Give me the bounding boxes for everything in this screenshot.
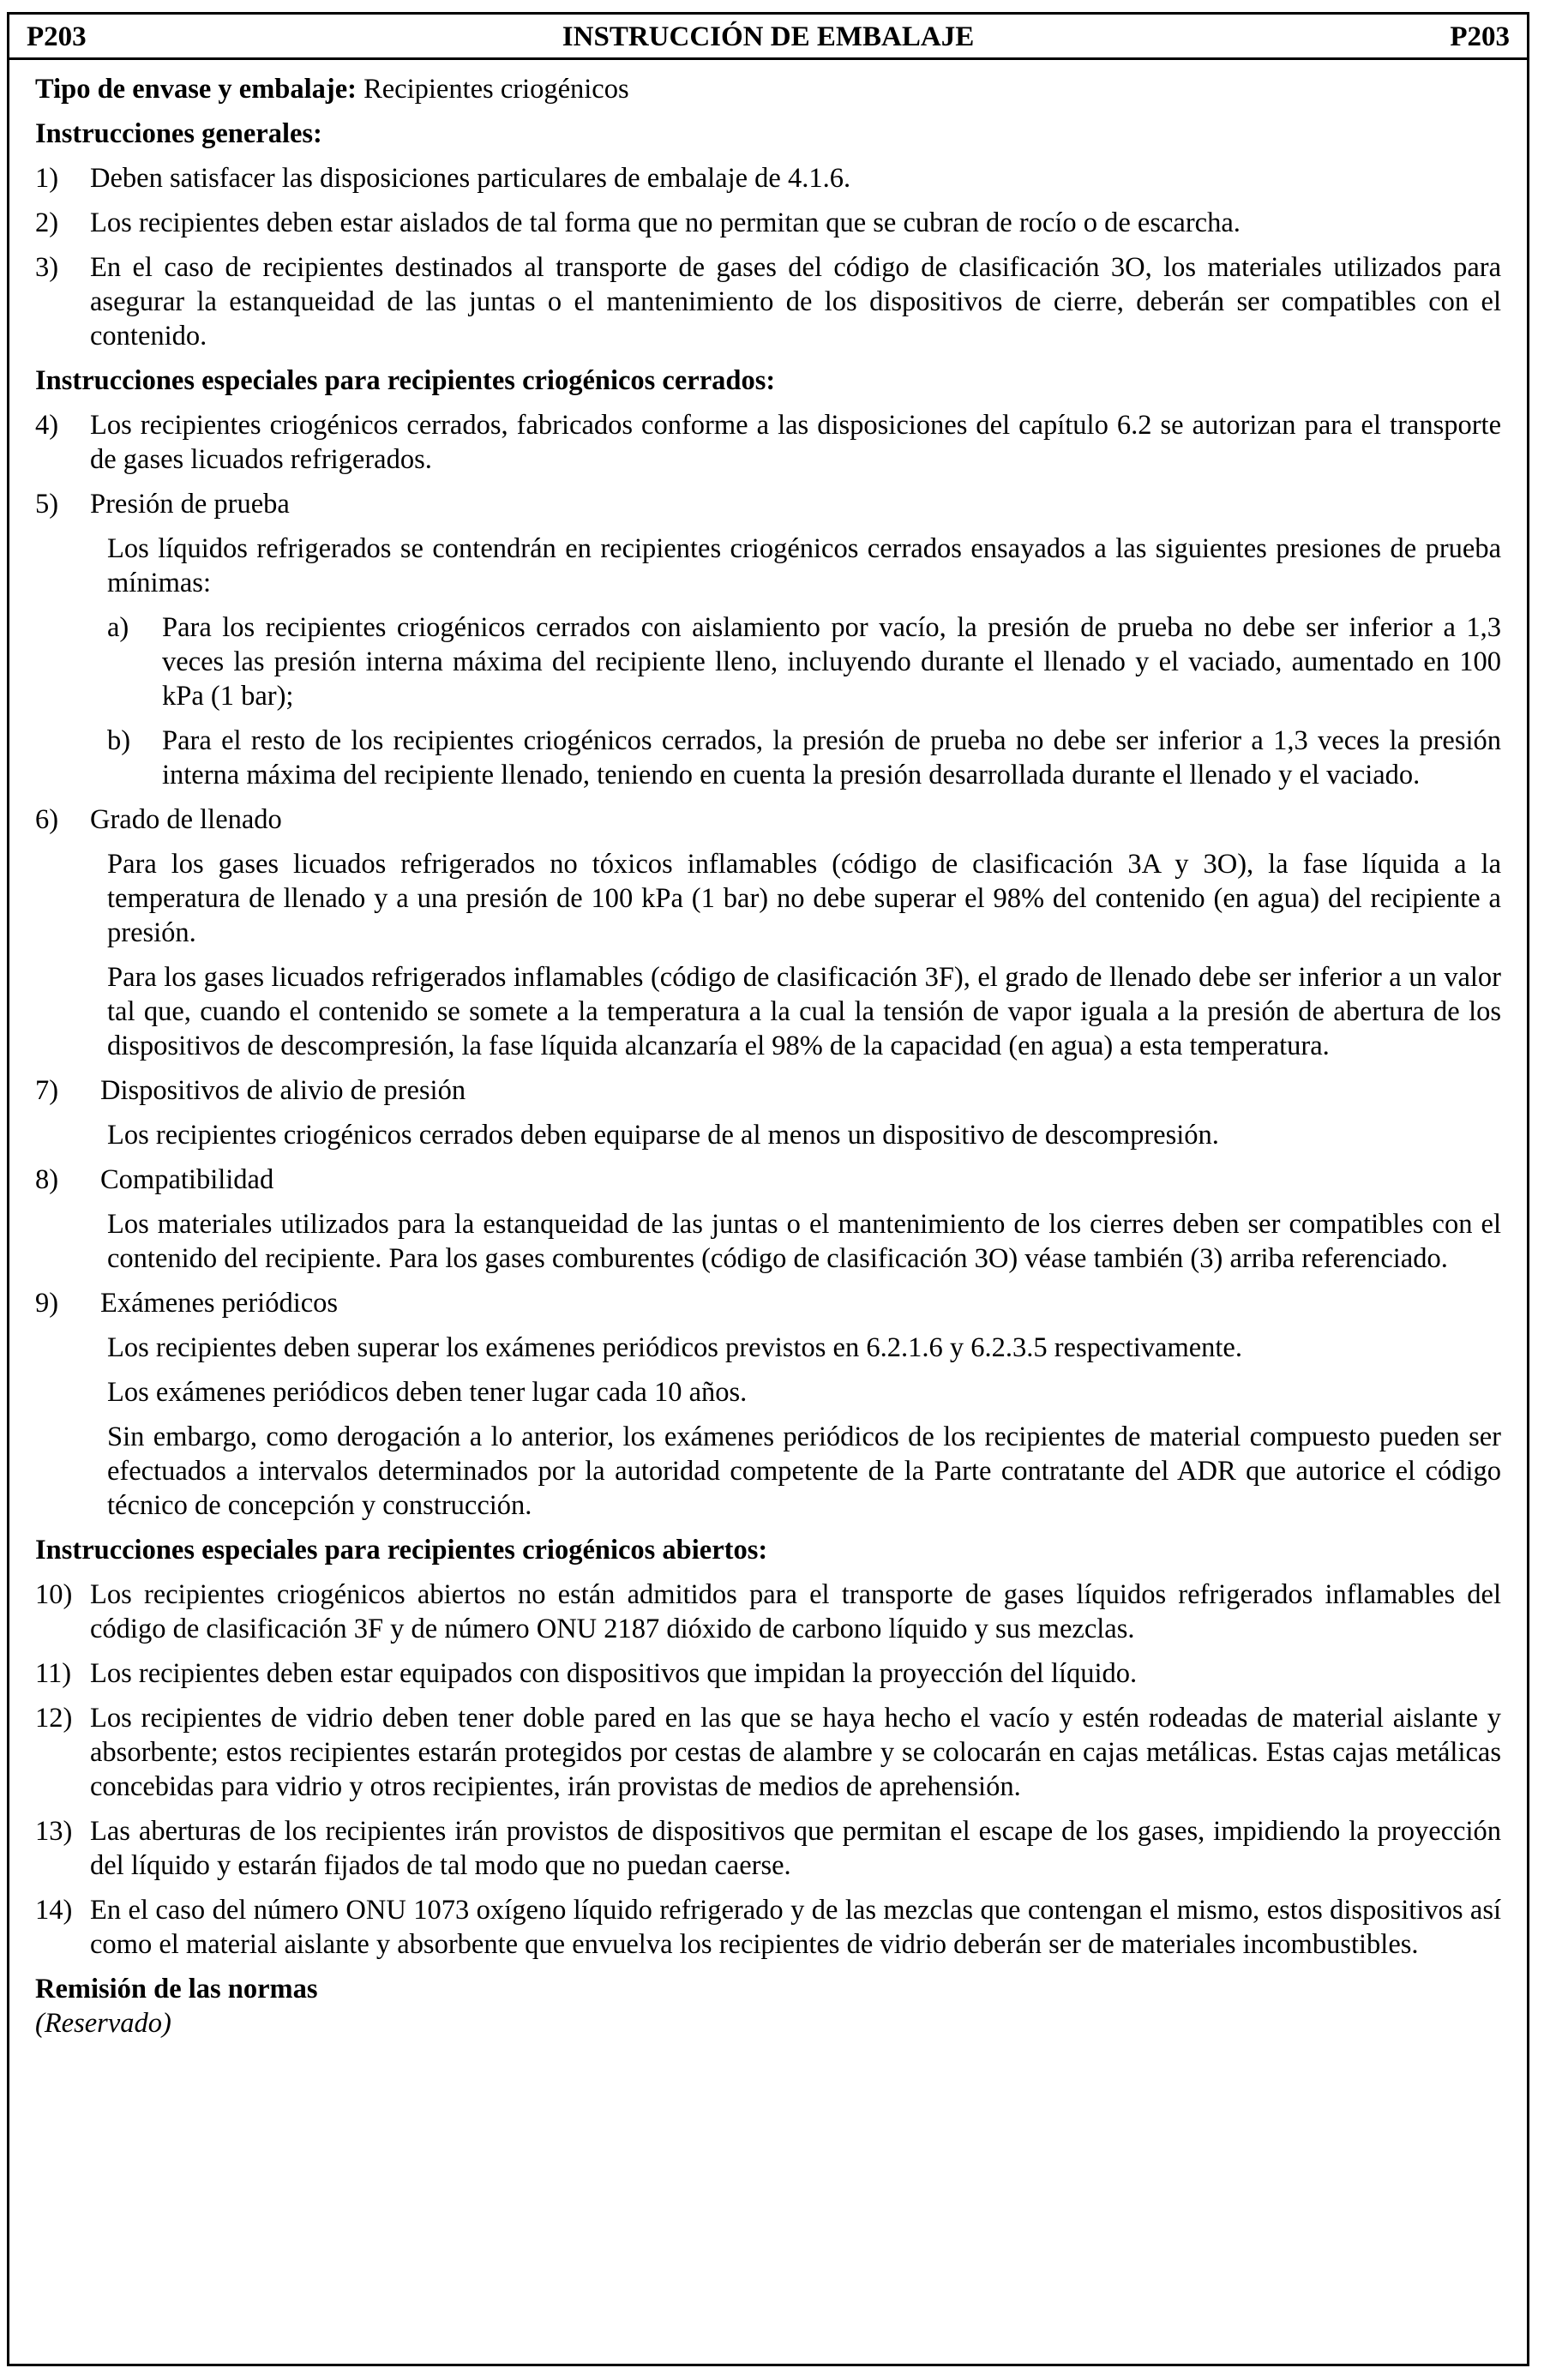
item-paragraph: Los materiales utilizados para la estanqueidad de las juntas o el mantenimiento de los cierres deben ser compatibles con el contenido del recipiente. Para los gases comburentes (código de clasificación 3O) véase también (3) arriba referenciado. <box>107 1209 1501 1274</box>
item-text: En el caso del número ONU 1073 oxígeno líquido refrigerado y de las mezclas que contengan el mismo, estos dispositivos así como el material aislante y absorbente que envuelva los recipientes de vidrio deberán ser de materiales incombustibles. <box>90 1895 1501 1960</box>
sub-item-text: Para los recipientes criogénicos cerrados con aislamiento por vacío, la presión de prueba no debe ser inferior a 1,3 veces las presión interna máxima del recipiente lleno, incluyendo durante el llenado y el vaciado, aumentado en 100 kPa (1 bar); <box>162 612 1501 712</box>
list-item <box>35 206 1501 240</box>
item-paragraph: Para los gases licuados refrigerados inflamables (código de clasificación 3F), el grado de llenado debe ser inferior a un valor tal que, cuando el contenido se somete a la temperatura a la cual la tensión de vapor iguala a la presión de abertura de los dispositivos de descompresión, la fase líquida alcanzaría el 98% de la capacidad (en agua) a esta temperatura. <box>107 962 1501 1061</box>
item-text: Deben satisfacer las disposiciones particulares de embalaje de 4.1.6. <box>90 163 851 194</box>
item-number: 2) <box>35 207 59 238</box>
header-code-right: P203 <box>1450 21 1510 52</box>
table-body <box>9 60 1527 2040</box>
item-title: Dispositivos de alivio de presión <box>100 1075 466 1106</box>
item-text: Los recipientes criogénicos abiertos no están admitidos para el transporte de gases líquidos refrigerados inflamables del código de clasificación 3F y de número ONU 2187 dióxido de carbono líquido y sus mezclas. <box>90 1579 1501 1644</box>
item-number: 3) <box>35 252 59 283</box>
general-instructions-heading: Instrucciones generales: <box>35 118 322 149</box>
item-paragraph: Para los gases licuados refrigerados no tóxicos inflamables (código de clasificación 3A y 3O), la fase líquida a la temperatura de llenado y a una presión de 100 kPa (1 bar) no debe superar el 98% del contenido (en agua) del recipiente a presión. <box>107 849 1501 948</box>
item-number: 5) <box>35 489 59 520</box>
item-text: Las aberturas de los recipientes irán provistos de dispositivos que permitan el escape de los gases, impidiendo la proyección del líquido y estarán fijados de tal modo que no puedan caerse. <box>90 1816 1501 1881</box>
item-number: 10) <box>35 1579 73 1610</box>
list-item <box>35 1286 1501 1320</box>
item-number: 12) <box>35 1703 73 1734</box>
item-title: Grado de llenado <box>90 804 282 835</box>
list-item <box>35 161 1501 195</box>
item-paragraph: Sin embargo, como derogación a lo anterior, los exámenes periódicos de los recipientes de material compuesto pueden ser efectuados a intervalos determinados por la autoridad competente de la Parte contratante del ADR que autorice el código técnico de concepción y construcción. <box>107 1421 1501 1521</box>
list-item <box>35 1163 1501 1197</box>
item-paragraph: Los exámenes periódicos deben tener lugar cada 10 años. <box>107 1377 748 1408</box>
sub-item <box>35 724 1501 792</box>
item-title: Presión de prueba <box>90 489 290 520</box>
list-item <box>35 408 1501 477</box>
closed-containers-heading: Instrucciones especiales para recipientes criogénicos cerrados: <box>35 365 776 396</box>
list-item <box>35 802 1501 837</box>
item-number: 9) <box>35 1288 59 1319</box>
packaging-type-value: Recipientes criogénicos <box>356 74 629 105</box>
item-number: 13) <box>35 1816 73 1847</box>
item-paragraph: Los líquidos refrigerados se contendrán en recipientes criogénicos cerrados ensayados a las siguientes presiones de prueba mínimas: <box>107 533 1501 598</box>
open-containers-heading: Instrucciones especiales para recipientes criogénicos abiertos: <box>35 1535 768 1566</box>
packing-instruction-table <box>7 12 1529 2366</box>
sub-item-letter: b) <box>107 725 131 756</box>
list-item <box>35 250 1501 353</box>
list-item <box>35 1656 1501 1691</box>
list-item <box>35 1073 1501 1108</box>
list-item <box>35 1814 1501 1883</box>
item-paragraph: Los recipientes criogénicos cerrados deben equiparse de al menos un dispositivo de descompresión. <box>107 1120 1219 1151</box>
list-item <box>35 1893 1501 1962</box>
item-paragraph: Los recipientes deben superar los exámenes periódicos previstos en 6.2.1.6 y 6.2.3.5 respectivamente. <box>107 1332 1242 1363</box>
table-header <box>9 15 1527 60</box>
list-item <box>35 487 1501 521</box>
item-title: Compatibilidad <box>100 1164 274 1195</box>
item-text: En el caso de recipientes destinados al transporte de gases del código de clasificación 3O, los materiales utilizados para asegurar la estanqueidad de las juntas o el mantenimiento de los dispositivos de cierre, deberán ser compatibles con el contenido. <box>90 252 1501 352</box>
header-title: INSTRUCCIÓN DE EMBALAJE <box>562 21 975 52</box>
item-number: 14) <box>35 1895 73 1926</box>
header-code-left: P203 <box>27 21 87 52</box>
item-number: 1) <box>35 163 59 194</box>
list-item <box>35 1578 1501 1646</box>
item-text: Los recipientes deben estar aislados de tal forma que no permitan que se cubran de rocío o de escarcha. <box>90 207 1241 238</box>
item-number: 6) <box>35 804 59 835</box>
item-text: Los recipientes deben estar equipados con dispositivos que impidan la proyección del líquido. <box>90 1658 1138 1689</box>
standards-reference-value: (Reservado) <box>35 2008 171 2039</box>
item-text: Los recipientes criogénicos cerrados, fabricados conforme a las disposiciones del capítulo 6.2 se autorizan para el transporte de gases licuados refrigerados. <box>90 410 1501 475</box>
sub-item-text: Para el resto de los recipientes criogénicos cerrados, la presión de prueba no debe ser inferior a 1,3 veces la presión interna máxima del recipiente llenado, teniendo en cuenta la presión desarrollada durante el llenado y el vaciado. <box>162 725 1501 790</box>
item-number: 11) <box>35 1658 72 1689</box>
sub-item-letter: a) <box>107 612 129 643</box>
packaging-type <box>35 72 1501 106</box>
list-item <box>35 1701 1501 1804</box>
item-number: 4) <box>35 410 59 441</box>
item-number: 8) <box>35 1164 59 1195</box>
sub-item <box>35 610 1501 713</box>
item-text: Los recipientes de vidrio deben tener doble pared en las que se haya hecho el vacío y estén rodeadas de material aislante y absorbente; estos recipientes estarán protegidos por cestas de alambre y se colocarán en cajas metálicas. Estas cajas metálicas concebidas para vidrio y otros recipientes, irán provistas de medios de aprehensión. <box>90 1703 1501 1802</box>
item-title: Exámenes periódicos <box>100 1288 339 1319</box>
item-number: 7) <box>35 1075 59 1106</box>
standards-reference-heading: Remisión de las normas <box>35 1974 318 2004</box>
packaging-type-label: Tipo de envase y embalaje: <box>35 74 357 105</box>
